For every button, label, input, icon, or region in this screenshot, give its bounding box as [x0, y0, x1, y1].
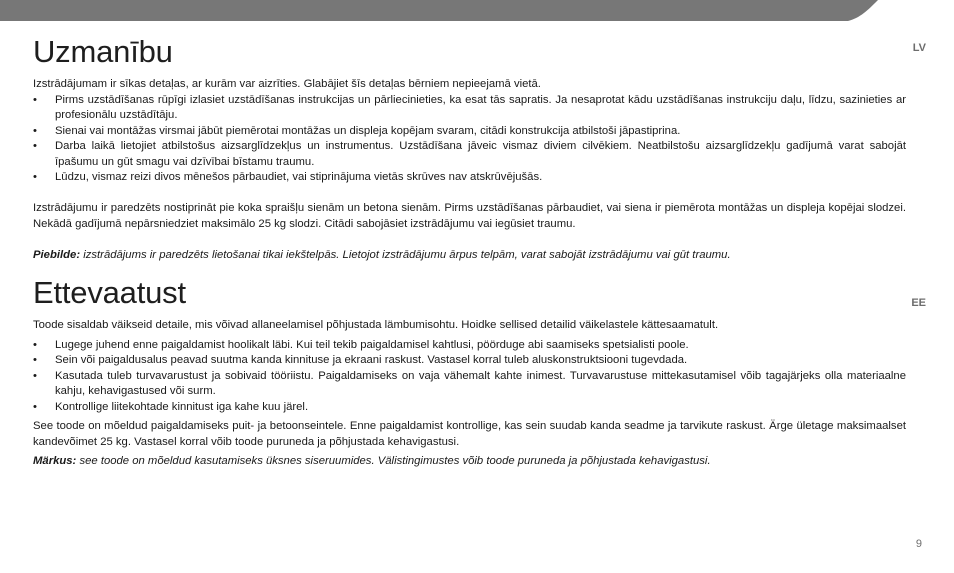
bullet-list-lv — [33, 93, 906, 186]
section-title-lv: Uzmanību — [33, 34, 173, 69]
spacer — [33, 186, 906, 202]
note-label-lv: Piebilde: — [33, 248, 81, 261]
section-ee — [33, 275, 906, 470]
bullet-item: • Darba laikā lietojiet atbilstošus aizsarglīdzekļus un instrumentus. Uzstādīšana jāveic vismaz diviem cilvēkiem. Neatbilstošu aizsarglīdzekļu gadījumā varat sabojāt īpašumu un gūt smagu vai dzīvībai bīstamu traumu. — [33, 139, 906, 170]
header-bar — [0, 0, 954, 21]
language-tag-ee: EE — [911, 297, 926, 309]
bullet-item: • Sienai vai montāžas virsmai jābūt piemērotai montāžas un displeja kopējam svaram, citādi konstrukcija atbilstoši jāpastiprina. — [33, 124, 906, 140]
note-lv — [33, 248, 906, 264]
note-text-ee: see toode on mõeldud kasutamiseks üksnes siseruumides. Välistingimustes võib toode puruneda ja põhjustada kehavigastusi. — [76, 455, 711, 467]
paragraph-lv: Izstrādājumu ir paredzēts nostiprināt pie koka spraišļu sienām un betona sienām. Pirms uzstādīšanas pārbaudiet, vai siena ir piemērota montāžas un displeja kopējai slodzei. Nekādā gadījumā nepārsniedziet maksimālo 25 kg slodzi. Citādi sabojāsiet izstrādājumu vai iegūsiet traumu. — [33, 202, 906, 230]
header-bar-shape — [0, 0, 954, 21]
bullet-item: • Kontrollige liitekohtade kinnitust iga kahe kuu järel. — [33, 400, 906, 416]
paragraph-ee: See toode on mõeldud paigaldamiseks puit- ja betoonseintele. Enne paigaldamist kontrollige, kas sein suudab kanda seadme ja tarvikute raskust. Ärge ületage maksimaalset kandevõimet 25 kg. Vastasel korral võib toode puruneda ja põhjustada kehavigastusi. — [33, 420, 906, 448]
language-tag-lv: LV — [912, 42, 926, 54]
intro-ee: Toode sisaldab väikseid detaile, mis võivad allaneelamisel põhjustada lämbumisohtu. Hoidke sellised detailid väikelastele kättesaamatult. — [33, 319, 719, 331]
bullet-item: • Lūdzu, vismaz reizi divos mēnešos pārbaudiet, vai stiprinājuma vietās skrūves nav atskrūvējušās. — [33, 170, 906, 186]
section-lv — [33, 34, 906, 263]
page-number: 9 — [915, 538, 922, 550]
intro-lv: Izstrādājumam ir sīkas detaļas, ar kurām var aizrīties. Glabājiet šīs detaļas bērniem nepieejamā vietā. — [33, 78, 541, 90]
bullet-item: • Kasutada tuleb turvavarustust ja sobivaid tööriistu. Paigaldamiseks on vaja vähemalt kahte inimest. Turvavarustuse mittekasutamisel võib tagajärjeks olla materiaalne kahju, kehavigastused või surm. — [33, 369, 906, 400]
section-title-ee: Ettevaatust — [33, 275, 186, 310]
bullet-item: • Lugege juhend enne paigaldamist hoolikalt läbi. Kui teil tekib paigaldamisel kahtlusi, pöörduge abi saamiseks spetsialisti poole. — [33, 338, 906, 354]
note-text-lv: izstrādājums ir paredzēts lietošanai tikai iekštelpās. Lietojot izstrādājumu ārpus telpām, varat sabojāt izstrādājumu vai gūt traumu. — [80, 248, 731, 261]
note-label-ee: Märkus: — [33, 455, 77, 467]
spacer — [33, 232, 906, 248]
bullet-item: • Sein või paigaldusalus peavad suutma kanda kinnituse ja ekraani raskust. Vastasel korral tuleb aluskonstruktsiooni tugevdada. — [33, 353, 906, 369]
note-ee — [33, 454, 906, 470]
bullet-list-ee — [33, 338, 906, 416]
bullet-item: • Pirms uzstādīšanas rūpīgi izlasiet uzstādīšanas instrukcijas un pārliecinieties, ka esat tās sapratis. Ja nesaprotat kādu uzstādīšanas instrukciju daļu, līdzu, sazinieties ar profesionālu uzstādītāju. — [33, 93, 906, 124]
